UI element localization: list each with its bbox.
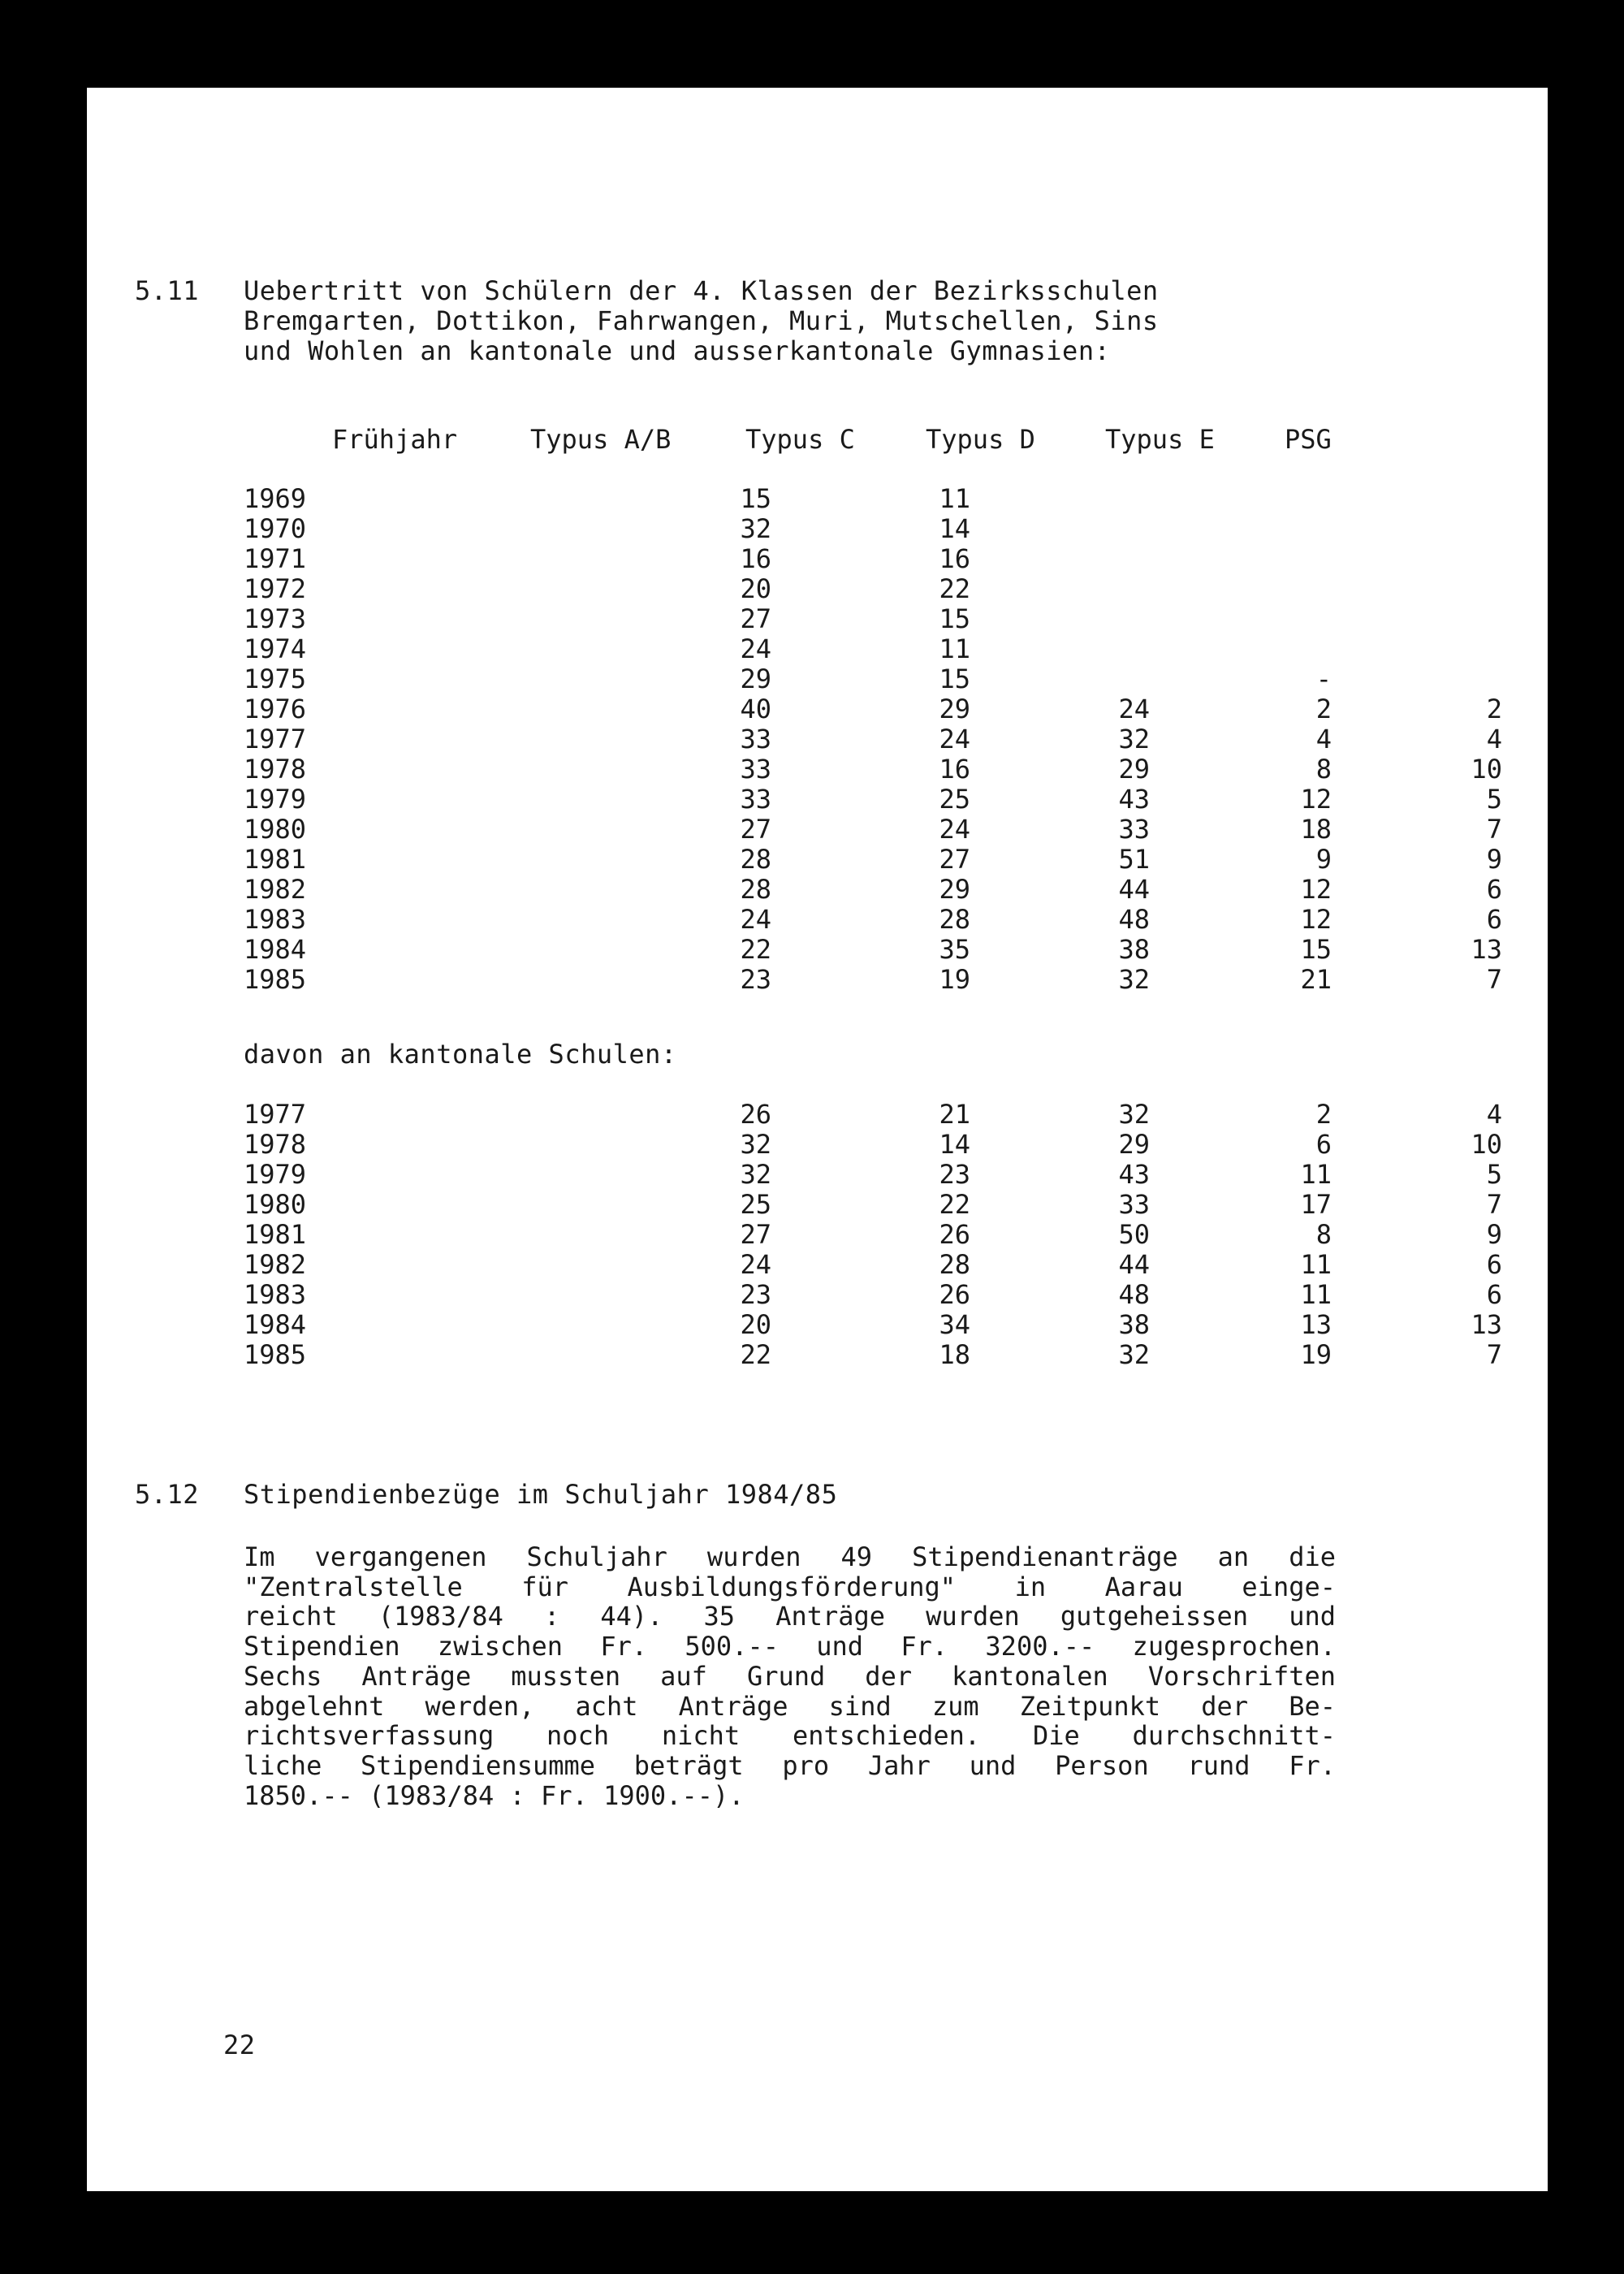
cell-typus-e: 15	[1300, 934, 1332, 965]
cell-typus-c: 29	[939, 874, 970, 905]
cell-year: 1981	[244, 844, 307, 875]
cell-typus-c: 26	[939, 1279, 970, 1310]
cell-typus-e: 11	[1300, 1279, 1332, 1310]
cell-psg: 13	[1471, 934, 1502, 965]
cell-year: 1974	[244, 633, 307, 664]
cell-typus-d: 50	[1118, 1219, 1150, 1250]
section-title-line-1: Uebertritt von Schülern der 4. Klassen der Bezirksschulen	[244, 275, 1159, 306]
cell-typus-e: 2	[1315, 694, 1332, 724]
cell-typus-ab: 27	[740, 603, 771, 634]
cell-typus-c: 11	[939, 483, 970, 514]
cell-typus-ab: 15	[740, 483, 771, 514]
cell-psg: 9	[1486, 844, 1502, 875]
cell-typus-ab: 24	[740, 904, 771, 935]
cell-year: 1971	[244, 543, 307, 574]
cell-typus-ab: 32	[740, 1159, 771, 1190]
cell-typus-d: 32	[1118, 724, 1150, 754]
cell-year: 1973	[244, 603, 307, 634]
cell-typus-c: 28	[939, 1249, 970, 1280]
cell-psg: 6	[1486, 874, 1502, 905]
header-psg: PSG	[1285, 424, 1332, 455]
paragraph-line: Stipendien zwischen Fr. 500.-- und Fr. 3200.-- zugesprochen.	[244, 1631, 1336, 1662]
cell-typus-c: 16	[939, 754, 970, 785]
cell-typus-c: 16	[939, 543, 970, 574]
header-typus-d: Typus D	[926, 424, 1035, 455]
cell-typus-ab: 22	[740, 1339, 771, 1370]
cell-psg: 9	[1486, 1219, 1502, 1250]
cell-typus-d: 38	[1118, 934, 1150, 965]
subheading-kantonale: davon an kantonale Schulen:	[244, 1039, 677, 1070]
section-number-5-11: 5.11	[135, 275, 200, 306]
cell-year: 1978	[244, 1129, 307, 1160]
cell-psg: 2	[1486, 694, 1502, 724]
cell-typus-e: 12	[1300, 874, 1332, 905]
cell-typus-d: 51	[1118, 844, 1150, 875]
cell-psg: 7	[1486, 964, 1502, 995]
cell-typus-c: 21	[939, 1099, 970, 1130]
cell-typus-e: 19	[1300, 1339, 1332, 1370]
cell-year: 1979	[244, 1159, 307, 1190]
paragraph-line: Sechs Anträge mussten auf Grund der kantonalen Vorschriften	[244, 1660, 1336, 1692]
cell-year: 1977	[244, 1099, 307, 1130]
page-number: 22	[223, 2030, 256, 2060]
cell-typus-ab: 29	[740, 664, 771, 694]
cell-psg: 6	[1486, 904, 1502, 935]
cell-typus-d: 44	[1118, 1249, 1150, 1280]
cell-typus-d: 43	[1118, 1159, 1150, 1190]
cell-typus-d: 32	[1118, 964, 1150, 995]
cell-psg: 4	[1486, 724, 1502, 754]
cell-year: 1976	[244, 694, 307, 724]
cell-typus-ab: 23	[740, 1279, 771, 1310]
cell-year: 1985	[244, 1339, 307, 1370]
cell-typus-c: 26	[939, 1219, 970, 1250]
cell-typus-c: 24	[939, 814, 970, 845]
cell-typus-e: 12	[1300, 784, 1332, 815]
cell-year: 1984	[244, 1309, 307, 1340]
cell-year: 1984	[244, 934, 307, 965]
cell-typus-c: 18	[939, 1339, 970, 1370]
header-typus-c: Typus C	[745, 424, 855, 455]
cell-typus-ab: 16	[740, 543, 771, 574]
cell-psg: 10	[1471, 754, 1502, 785]
cell-typus-d: 32	[1118, 1339, 1150, 1370]
cell-typus-c: 34	[939, 1309, 970, 1340]
cell-typus-e: 6	[1315, 1129, 1332, 1160]
cell-typus-c: 14	[939, 513, 970, 544]
cell-typus-e: 11	[1300, 1159, 1332, 1190]
cell-typus-ab: 33	[740, 724, 771, 754]
cell-psg: 13	[1471, 1309, 1502, 1340]
section-title-line-2: Bremgarten, Dottikon, Fahrwangen, Muri, Mutschellen, Sins	[244, 305, 1159, 336]
cell-typus-ab: 27	[740, 814, 771, 845]
paragraph-line: "Zentralstelle für Ausbildungsförderung" in Aarau einge-	[244, 1571, 1336, 1602]
paragraph-line: reicht (1983/84 : 44). 35 Anträge wurden gutgeheissen und	[244, 1601, 1336, 1632]
cell-typus-d: 44	[1118, 874, 1150, 905]
section-number-5-12: 5.12	[135, 1479, 200, 1510]
cell-typus-c: 14	[939, 1129, 970, 1160]
cell-typus-c: 23	[939, 1159, 970, 1190]
cell-typus-c: 24	[939, 724, 970, 754]
cell-psg: 10	[1471, 1129, 1502, 1160]
cell-typus-e: -	[1315, 664, 1332, 694]
cell-typus-e: 18	[1300, 814, 1332, 845]
cell-psg: 6	[1486, 1279, 1502, 1310]
cell-typus-ab: 24	[740, 633, 771, 664]
cell-typus-c: 22	[939, 573, 970, 604]
cell-psg: 7	[1486, 1189, 1502, 1220]
cell-psg: 5	[1486, 1159, 1502, 1190]
cell-typus-e: 9	[1315, 844, 1332, 875]
cell-typus-c: 22	[939, 1189, 970, 1220]
header-fruehjahr: Frühjahr	[332, 424, 458, 455]
cell-typus-e: 12	[1300, 904, 1332, 935]
cell-typus-d: 33	[1118, 814, 1150, 845]
section-title-line-3: und Wohlen an kantonale und ausserkantonale Gymnasien:	[244, 335, 1111, 366]
header-typus-ab: Typus A/B	[530, 424, 672, 455]
cell-typus-ab: 33	[740, 784, 771, 815]
cell-typus-ab: 26	[740, 1099, 771, 1130]
paragraph-line: abgelehnt werden, acht Anträge sind zum Zeitpunkt der Be-	[244, 1690, 1336, 1722]
cell-typus-ab: 40	[740, 694, 771, 724]
cell-year: 1983	[244, 904, 307, 935]
cell-typus-c: 11	[939, 633, 970, 664]
cell-typus-e: 11	[1300, 1249, 1332, 1280]
cell-typus-ab: 23	[740, 964, 771, 995]
cell-typus-ab: 33	[740, 754, 771, 785]
cell-typus-c: 27	[939, 844, 970, 875]
section-title-5-12: Stipendienbezüge im Schuljahr 1984/85	[244, 1479, 838, 1510]
cell-psg: 4	[1486, 1099, 1502, 1130]
cell-typus-ab: 28	[740, 844, 771, 875]
cell-typus-c: 25	[939, 784, 970, 815]
cell-typus-ab: 28	[740, 874, 771, 905]
cell-psg: 6	[1486, 1249, 1502, 1280]
cell-typus-d: 24	[1118, 694, 1150, 724]
cell-year: 1983	[244, 1279, 307, 1310]
cell-typus-ab: 32	[740, 513, 771, 544]
cell-year: 1985	[244, 964, 307, 995]
cell-year: 1980	[244, 814, 307, 845]
cell-year: 1970	[244, 513, 307, 544]
cell-typus-e: 2	[1315, 1099, 1332, 1130]
cell-typus-e: 17	[1300, 1189, 1332, 1220]
paragraph-line: liche Stipendiensumme beträgt pro Jahr und Person rund Fr.	[244, 1749, 1336, 1781]
header-typus-e: Typus E	[1105, 424, 1215, 455]
cell-typus-ab: 32	[740, 1129, 771, 1160]
cell-year: 1975	[244, 664, 307, 694]
cell-typus-ab: 25	[740, 1189, 771, 1220]
cell-year: 1982	[244, 874, 307, 905]
cell-typus-c: 15	[939, 603, 970, 634]
cell-typus-ab: 20	[740, 1309, 771, 1340]
cell-year: 1980	[244, 1189, 307, 1220]
cell-typus-d: 33	[1118, 1189, 1150, 1220]
cell-typus-d: 29	[1118, 1129, 1150, 1160]
cell-year: 1981	[244, 1219, 307, 1250]
cell-typus-d: 48	[1118, 904, 1150, 935]
cell-typus-e: 8	[1315, 754, 1332, 785]
cell-typus-d: 29	[1118, 754, 1150, 785]
cell-typus-d: 32	[1118, 1099, 1150, 1130]
paragraph-line: 1850.-- (1983/84 : Fr. 1900.--).	[244, 1779, 745, 1811]
cell-year: 1982	[244, 1249, 307, 1280]
cell-year: 1972	[244, 573, 307, 604]
cell-typus-d: 43	[1118, 784, 1150, 815]
cell-typus-e: 21	[1300, 964, 1332, 995]
cell-psg: 7	[1486, 814, 1502, 845]
cell-psg: 7	[1486, 1339, 1502, 1370]
cell-typus-e: 13	[1300, 1309, 1332, 1340]
cell-typus-ab: 20	[740, 573, 771, 604]
cell-typus-c: 15	[939, 664, 970, 694]
cell-typus-c: 19	[939, 964, 970, 995]
cell-typus-d: 38	[1118, 1309, 1150, 1340]
cell-typus-c: 35	[939, 934, 970, 965]
cell-year: 1978	[244, 754, 307, 785]
cell-year: 1977	[244, 724, 307, 754]
cell-year: 1979	[244, 784, 307, 815]
paragraph-line: richtsverfassung noch nicht entschieden. Die durchschnitt-	[244, 1720, 1336, 1752]
paragraph-line: Im vergangenen Schuljahr wurden 49 Stipendienanträge an die	[244, 1541, 1336, 1572]
cell-typus-c: 28	[939, 904, 970, 935]
cell-typus-ab: 22	[740, 934, 771, 965]
cell-typus-e: 8	[1315, 1219, 1332, 1250]
cell-typus-ab: 27	[740, 1219, 771, 1250]
cell-typus-d: 48	[1118, 1279, 1150, 1310]
cell-year: 1969	[244, 483, 307, 514]
cell-typus-ab: 24	[740, 1249, 771, 1280]
cell-typus-e: 4	[1315, 724, 1332, 754]
cell-typus-c: 29	[939, 694, 970, 724]
cell-psg: 5	[1486, 784, 1502, 815]
